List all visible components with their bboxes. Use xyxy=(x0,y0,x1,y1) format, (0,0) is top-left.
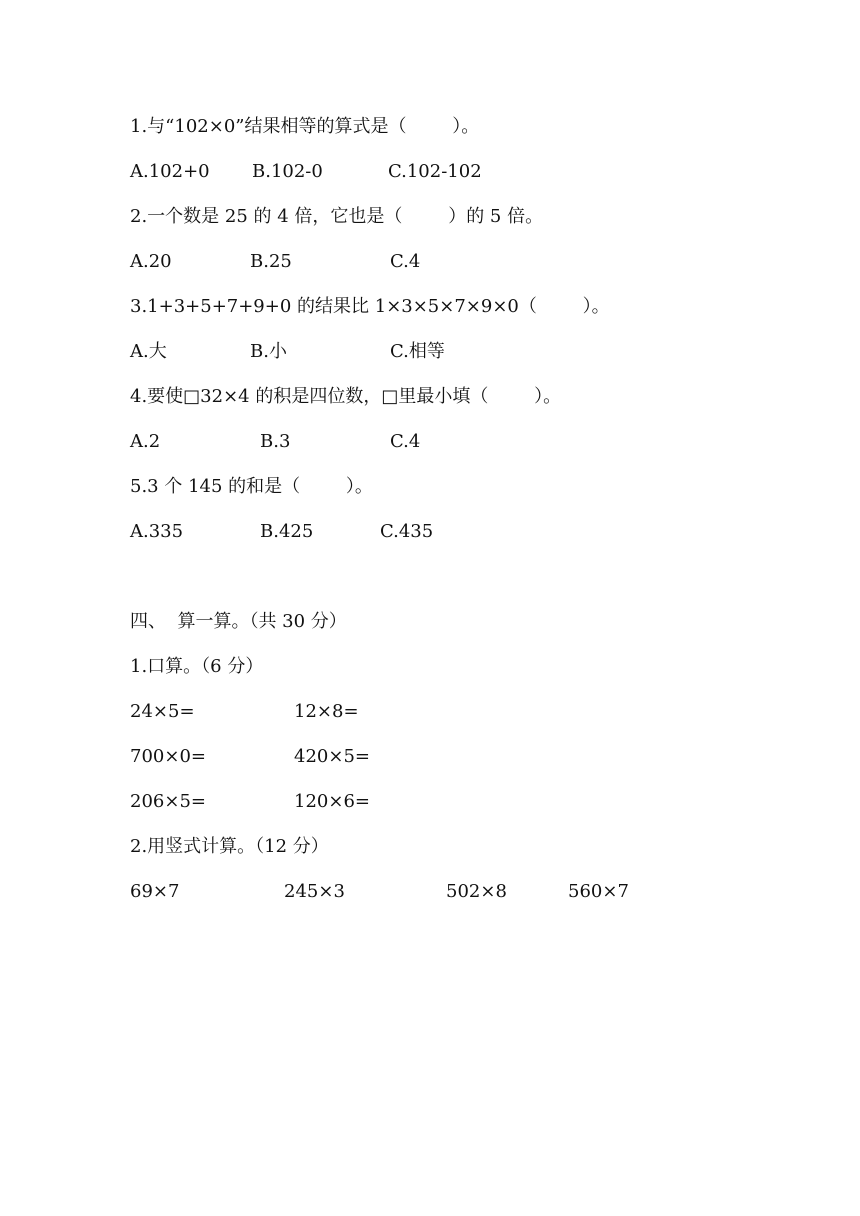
question-5-stem: 5.3 个 145 的和是（ ）。 xyxy=(130,476,373,497)
question-3-option-c: C.相等 xyxy=(390,341,445,362)
question-3-option-b: B.小 xyxy=(250,341,287,362)
oral-calculation-title: 1.口算。（6 分） xyxy=(130,656,264,677)
question-4-option-a: A.2 xyxy=(130,431,161,452)
vertical-calculation-title: 2.用竖式计算。（12 分） xyxy=(130,836,329,857)
oral-problem: 12×8= xyxy=(294,701,359,722)
oral-problem: 420×5= xyxy=(294,746,370,767)
question-4-option-c: C.4 xyxy=(390,431,421,452)
oral-problem: 700×0= xyxy=(130,746,206,767)
oral-problem: 120×6= xyxy=(294,791,370,812)
question-3-stem: 3.1+3+5+7+9+0 的结果比 1×3×5×7×9×0（ ）。 xyxy=(130,296,610,317)
question-1-stem: 1.与“102×0”结果相等的算式是（ ）。 xyxy=(130,116,480,137)
question-1-option-a: A.102+0 xyxy=(130,161,210,182)
question-4-stem: 4.要使□32×4 的积是四位数，□里最小填（ ）。 xyxy=(130,386,562,407)
oral-problem: 24×5= xyxy=(130,701,195,722)
question-5-option-c: C.435 xyxy=(380,521,434,542)
vertical-problem: 245×3 xyxy=(284,881,345,902)
question-5-option-a: A.335 xyxy=(130,521,184,542)
oral-problem: 206×5= xyxy=(130,791,206,812)
question-4-option-b: B.3 xyxy=(260,431,291,452)
question-3-option-a: A.大 xyxy=(130,341,167,362)
question-2-option-c: C.4 xyxy=(390,251,421,272)
vertical-problem: 69×7 xyxy=(130,881,180,902)
question-1-option-b: B.102-0 xyxy=(252,161,323,182)
section-4-title: 四、 算一算。（共 30 分） xyxy=(130,611,347,632)
question-1-option-c: C.102-102 xyxy=(388,161,482,182)
question-2-option-a: A.20 xyxy=(130,251,172,272)
question-2-option-b: B.25 xyxy=(250,251,292,272)
question-2-stem: 2.一个数是 25 的 4 倍，它也是（ ）的 5 倍。 xyxy=(130,206,544,227)
vertical-problem: 560×7 xyxy=(568,881,629,902)
question-5-option-b: B.425 xyxy=(260,521,314,542)
vertical-problem: 502×8 xyxy=(446,881,507,902)
